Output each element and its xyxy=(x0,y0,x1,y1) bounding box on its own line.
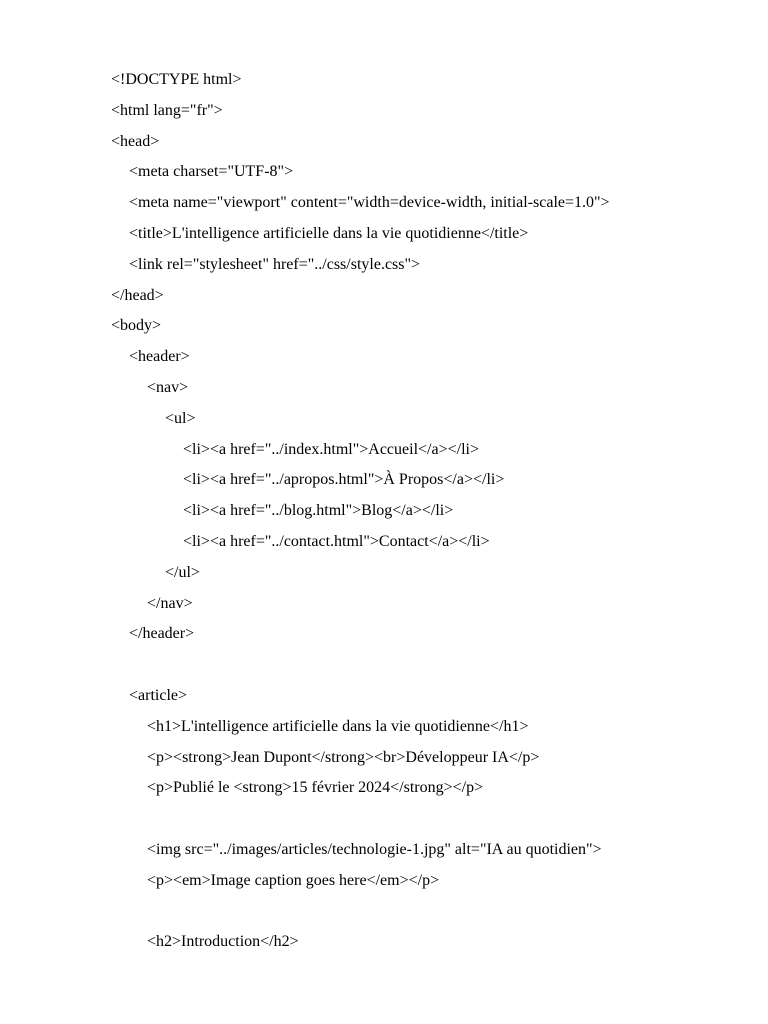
code-line: <li><a href="../blog.html">Blog</a></li> xyxy=(183,502,454,520)
code-line: <p>Publié le <strong>15 février 2024</strong></p> xyxy=(147,779,484,797)
code-line: <li><a href="../apropos.html">À Propos</a></li> xyxy=(183,471,505,489)
code-line: <h1>L'intelligence artificielle dans la vie quotidienne</h1> xyxy=(147,717,529,735)
code-line: </head> xyxy=(111,286,164,304)
code-line: <!DOCTYPE html> xyxy=(111,71,242,88)
blank-line xyxy=(111,651,751,682)
code-line: <article> xyxy=(129,686,188,704)
code-line: </header> xyxy=(129,625,195,643)
code-line: <ul> xyxy=(165,409,196,427)
blank-line xyxy=(111,805,751,836)
code-line: <nav> xyxy=(147,378,189,396)
code-line: </nav> xyxy=(147,594,193,612)
code-line: <link rel="stylesheet" href="../css/style.css"> xyxy=(129,255,421,273)
html-source-listing xyxy=(111,66,751,959)
code-line: <title>L'intelligence artificielle dans la vie quotidienne</title> xyxy=(129,224,529,242)
code-line: <img src="../images/articles/technologie-1.jpg" alt="IA au quotidien"> xyxy=(147,840,602,858)
code-line: <header> xyxy=(129,348,190,366)
code-line: <h2>Introduction</h2> xyxy=(147,933,299,951)
code-line: <li><a href="../contact.html">Contact</a></li> xyxy=(183,532,490,550)
code-line: <meta charset="UTF-8"> xyxy=(129,163,294,181)
code-line: <li><a href="../index.html">Accueil</a></li> xyxy=(183,440,479,458)
code-line: <head> xyxy=(111,132,160,150)
code-line: <html lang="fr"> xyxy=(111,101,223,119)
code-line: <p><em>Image caption goes here</em></p> xyxy=(147,871,440,889)
blank-line xyxy=(111,898,751,929)
code-line: <body> xyxy=(111,317,162,335)
code-line: <p><strong>Jean Dupont</strong><br>Développeur IA</p> xyxy=(147,748,540,766)
code-line: </ul> xyxy=(165,563,200,581)
code-line: <meta name="viewport" content="width=device-width, initial-scale=1.0"> xyxy=(129,194,610,212)
